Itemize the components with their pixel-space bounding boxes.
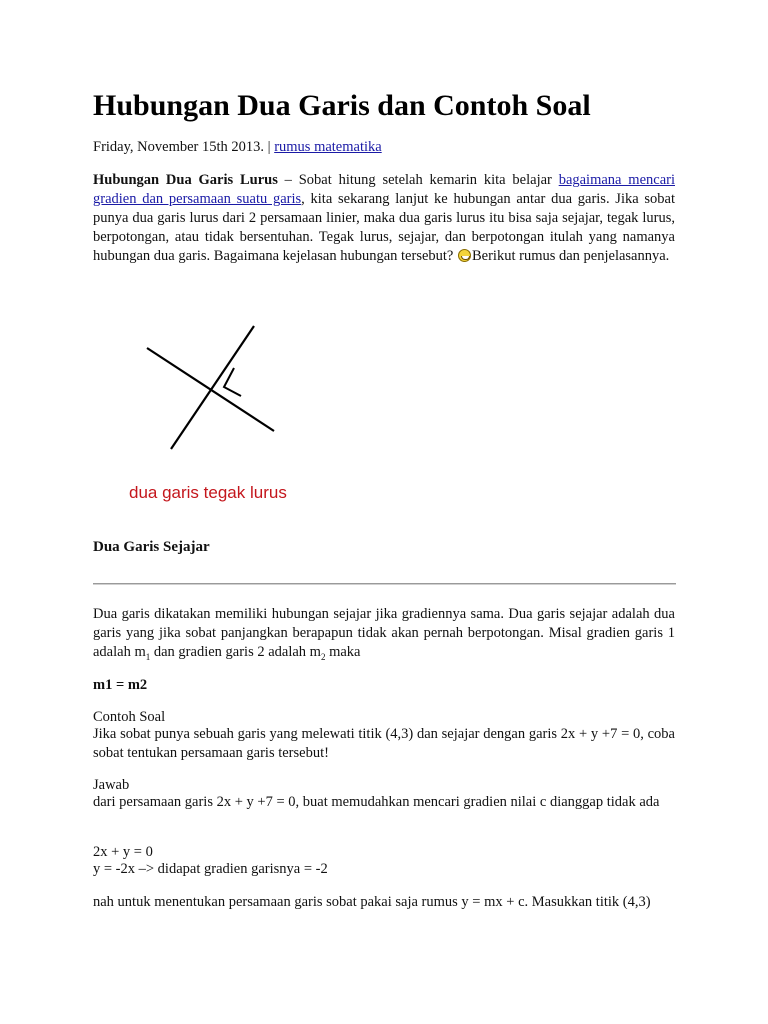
gradient-link[interactable]: bagaimana mencari gradien dan persamaan suatu garis [93, 172, 675, 207]
example-label: Contoh Soal [93, 709, 166, 725]
right-angle-mark [224, 368, 241, 396]
example-text: Jika sobat punya sebuah garis yang melewati titik (4,3) dan sejajar dengan garis 2x + y +7 = 0, coba sobat tentukan persamaan garis tersebut! [93, 726, 675, 761]
post-date: Friday, November 15th 2013. | [93, 139, 275, 155]
parallel-text-a: Dua garis dikatakan memiliki hubungan sejajar jika gradiennya sama. Dua garis sejajar adalah dua garis yang jika sobat panjangkan berapapun tidak akan pernah berpotongan. Misal gradien garis 1 adalah m [93, 606, 675, 660]
parallel-text-c: maka [325, 644, 361, 660]
subscript-1: 1 [145, 651, 151, 662]
figure-caption: dua garis tegak lurus [129, 483, 287, 502]
parallel-paragraph [93, 605, 675, 667]
line-b [171, 326, 254, 449]
answer-label: Jawab [93, 777, 130, 793]
post-meta [93, 137, 382, 157]
perpendicular-lines-figure [140, 320, 290, 450]
laughing-emoji-icon [458, 249, 471, 262]
subscript-2: 2 [320, 651, 326, 662]
category-link[interactable]: rumus matematika [274, 139, 382, 155]
intro-lead: Hubungan Dua Garis Lurus [93, 172, 278, 188]
answer-text: dari persamaan garis 2x + y +7 = 0, buat memudahkan mencari gradien nilai c dianggap tidak ada [93, 794, 660, 810]
page-title: Hubungan Dua Garis dan Contoh Soal [93, 89, 591, 122]
formula: m1 = m2 [93, 677, 148, 693]
step-2: y = -2x –> didapat gradien garisnya = -2 [93, 861, 328, 877]
intro-paragraph [93, 171, 675, 266]
intro-text-1: – Sobat hitung setelah kemarin kita belajar [277, 172, 559, 188]
intro-text-2: , kita sekarang lanjut ke hubungan antar dua garis. Jika sobat punya dua garis lurus dari 2 persamaan linier, maka dua garis lurus itu bisa saja sejajar, tegak lurus, berpotongan, atau tidak bersentuhan. Tegak lurus, sejajar, dan berpotongan itulah yang namanya hubungan dua garis. Bagaimana kejelasan hubungan tersebut? [93, 191, 676, 264]
parallel-text-b: dan gradien garis 2 adalah m [150, 644, 321, 660]
section-divider [93, 583, 676, 585]
step-1: 2x + y = 0 [93, 844, 153, 860]
section-heading: Dua Garis Sejajar [93, 539, 210, 555]
intro-text-3: Berikut rumus dan penjelasannya. [472, 248, 670, 264]
closing-text: nah untuk menentukan persamaan garis sobat pakai saja rumus y = mx + c. Masukkan titik (4,3) [93, 894, 651, 910]
